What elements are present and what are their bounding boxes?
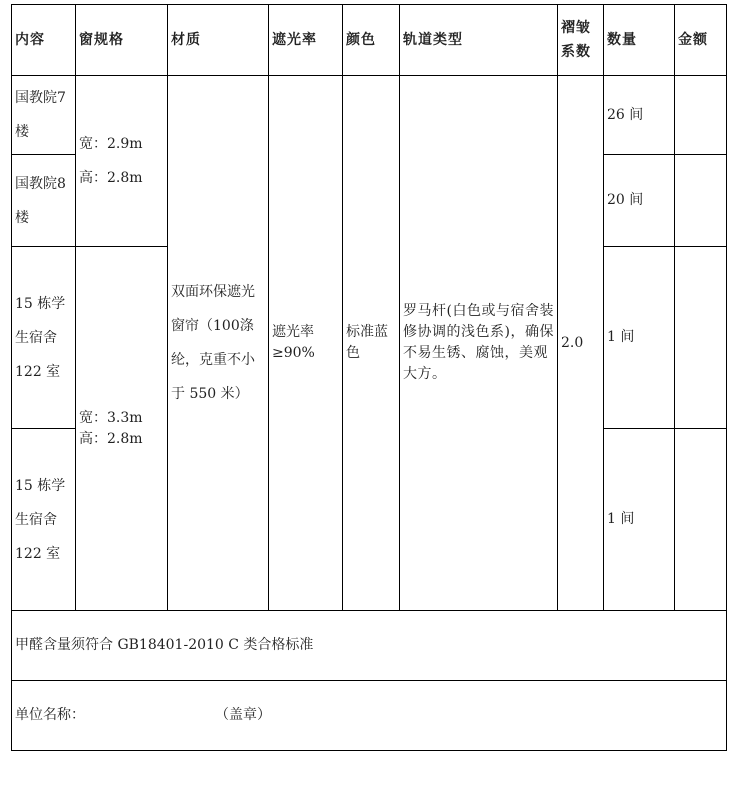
header-amount: 金额 [675,5,727,76]
header-size: 窗规格 [76,5,168,76]
content-cell: 15 栋学生宿舍122 室 [12,247,76,429]
unit-label: 单位名称： [15,707,85,723]
fold-factor-cell: 2.0 [558,76,604,611]
header-shading: 遮光率 [269,5,343,76]
amount-cell [675,247,727,429]
track-cell: 罗马杆(白色或与宿舍装修协调的浅色系)，确保不易生锈、腐蚀，美观大方。 [400,76,558,611]
header-fold-line1: 褶皱 [561,20,591,36]
curtain-spec-table [11,4,727,751]
header-row [12,5,727,76]
header-material: 材质 [168,5,269,76]
size-width: 宽：2.9m [79,136,143,152]
material-cell: 双面环保遮光窗帘（100涤纶，克重不小于 550 米） [168,76,269,611]
color-cell: 标准蓝色 [343,76,400,611]
unit-cell [12,681,727,751]
qty-cell: 1 间 [604,247,675,429]
qty-cell: 20 间 [604,155,675,247]
header-track: 轨道类型 [400,5,558,76]
table-row [12,76,727,155]
header-color: 颜色 [343,5,400,76]
qty-cell: 1 间 [604,429,675,611]
note-row [12,611,727,681]
header-fold-line2: 系数 [561,44,591,60]
content-cell: 国教院7楼 [12,76,76,155]
content-cell: 国教院8楼 [12,155,76,247]
header-fold [558,5,604,76]
header-content: 内容 [12,5,76,76]
amount-cell [675,155,727,247]
content-cell: 15 栋学生宿舍122 室 [12,429,76,611]
amount-cell [675,76,727,155]
amount-cell [675,429,727,611]
shading-cell: 遮光率≥90% [269,76,343,611]
qty-cell: 26 间 [604,76,675,155]
size-cell [76,76,168,247]
unit-row [12,681,727,751]
size-cell [76,247,168,611]
quotation-sheet [11,4,726,751]
size-width: 宽：3.3m [79,409,143,426]
seal-label: （盖章） [215,707,271,723]
size-height: 高：2.8m [79,430,143,447]
size-height: 高：2.8m [79,170,143,186]
formaldehyde-note: 甲醛含量须符合 GB18401-2010 C 类合格标准 [12,611,727,681]
header-qty: 数量 [604,5,675,76]
